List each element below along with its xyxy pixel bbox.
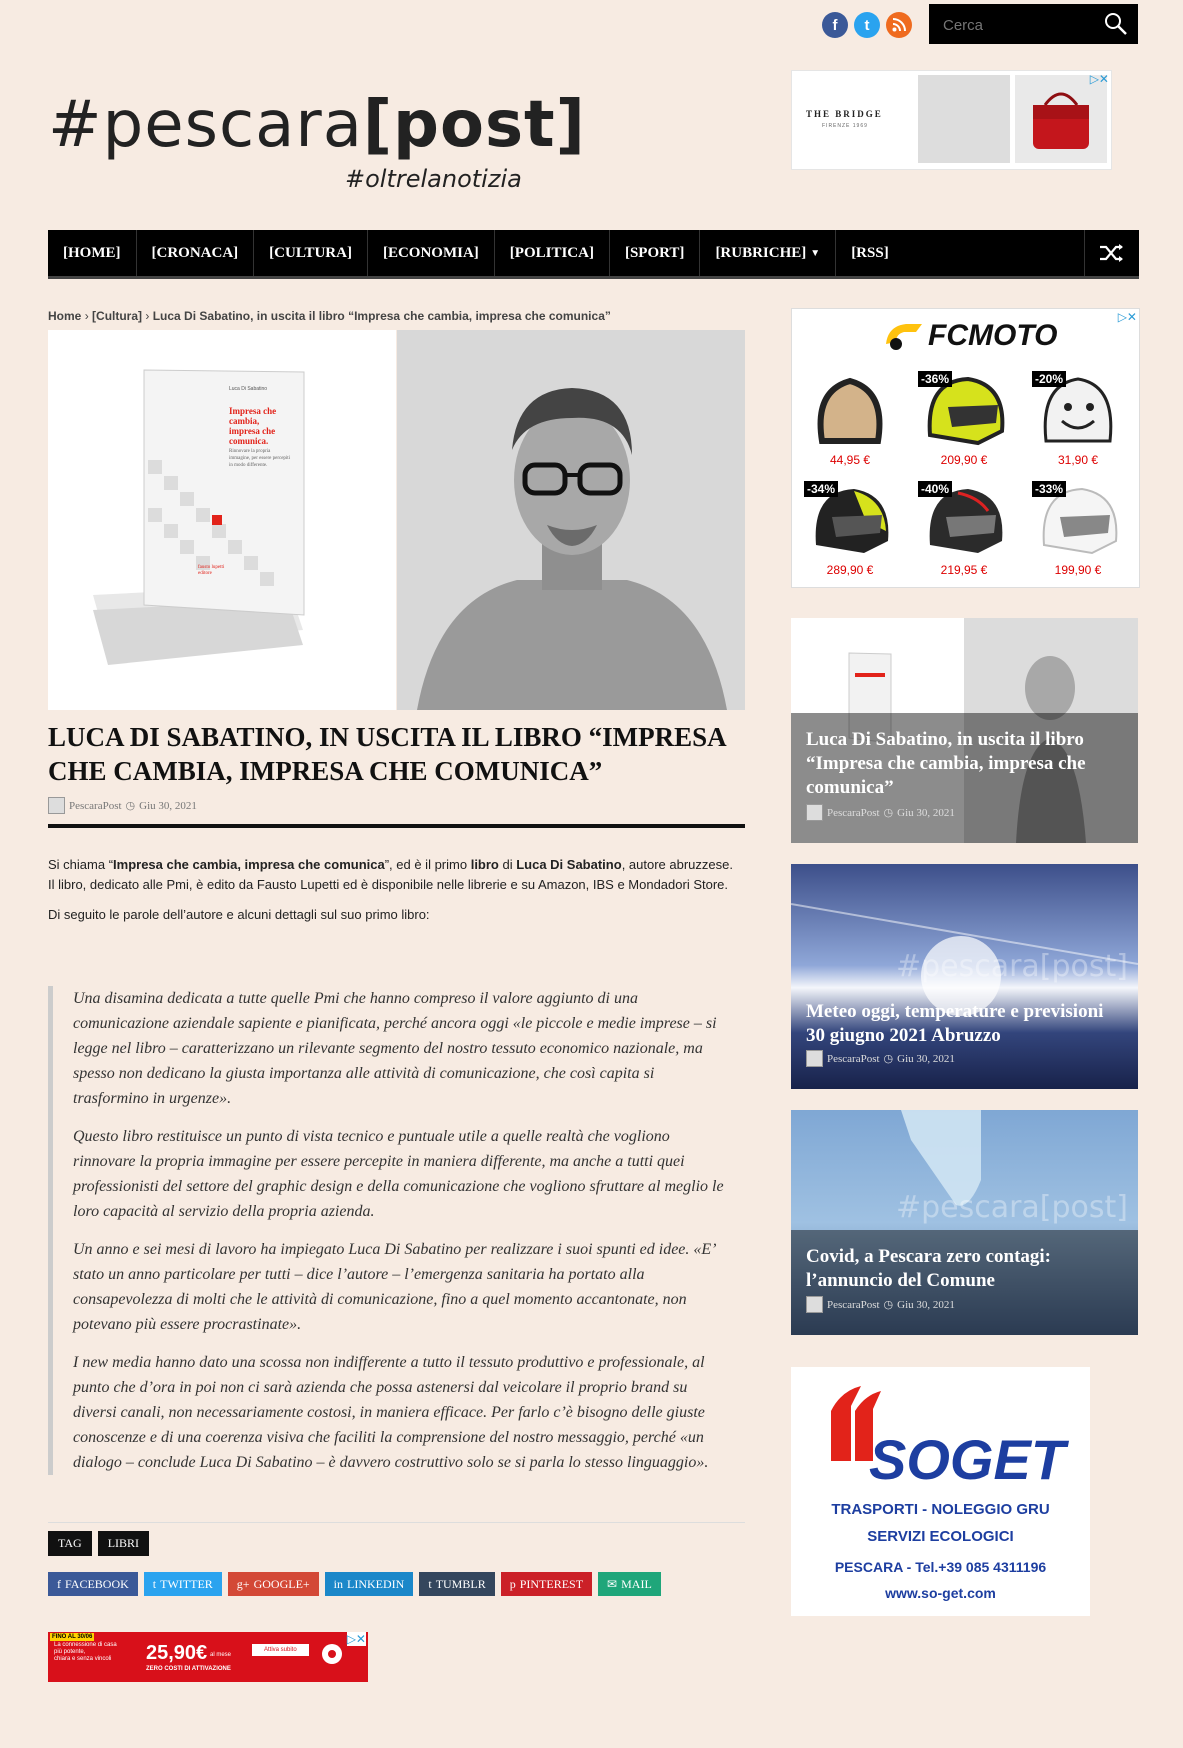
soget-line4: www.so-get.com [885,1585,996,1601]
bottom-ad-banner[interactable] [48,1632,368,1682]
quote-paragraph: Una disamina dedicata a tutte quelle Pmi che hanno compreso il valore aggiunto di una comunicazione aziendale sapiente e pianificata, perché ancora oggi «le piccole e medie imprese – si legge nel libro – caratterizzano un rilevante segmento del nostro tessuto economico nazionale, ma spesso non dedicano la giusta importanza alle attività di comunicazione, che così capita si trasformino in urgenze». [73,990,717,1107]
googleplus-icon: g+ [236,1576,250,1591]
article-body [48,855,738,935]
search-icon[interactable] [1104,12,1128,36]
nav-rss[interactable]: [RSS] [851,244,889,261]
sidebar-post-meta: PescaraPost ◷ Giu 30, 2021 [806,1050,955,1067]
quote-paragraph: I new media hanno dato una scossa non indifferente a tutto il tessuto produttivo e professionale, al punto che d’ora in poi non ci sarà azienda che possa astenersi dal veicolare il proprio brand su diversi canali, non necessariamente costosi, in maniera efficace. Per farlo c’è bisogno delle giuste conoscenze e di una coerenza visiva che faciliti la comprensione del nostro messaggio, perché «un dialogo – conclude Luca Di Sabatino – è davvero costruttivo solo se si parla lo stesso linguaggio». [73,1354,709,1471]
share-googleplus-button[interactable]: g+ GOOGLE+ [228,1572,319,1596]
breadcrumb-separator: › [145,309,150,323]
quote-paragraph: Un anno e sei mesi di lavoro ha impiegato Luca Di Sabatino per realizzare i suoi spunti ed idee. «E’ stato un anno particolare per tutti – dice l’autore – l’emergenza sanitaria ha portato alla consapevolezza di molti che le attività di comunicazione, fino a quel momento accantonate, non potevano più essere procrastinate». [73,1241,715,1333]
book-subtitle: Rinnovare la propria immagine, per essere percepiti in modo differente. [229,449,291,468]
book-title: Impresa che cambia, impresa che comunica. [229,406,277,446]
ad-cta-button[interactable]: Attiva subito [252,1644,309,1656]
ad-price-unit: al mese [210,1652,232,1658]
author-portrait [397,330,745,710]
quote-paragraph: Questo libro restituisce un punto di vista tecnico e puntuale utile a quelle realtà che vogliono rinnovare la propria immagine per essere percepite in maniera differente, ma anche a tutti quei professionisti del settore del graphic design e della comunicazione che vogliono sfruttare al meglio le loro capacità al servizio della propria azienda. [73,1128,724,1220]
book-publisher: fausto lupetti editore [198,565,225,576]
article-author[interactable]: PescaraPost [69,799,122,812]
content-divider [48,1522,745,1523]
article-lead: Di seguito le parole dell’autore e alcuni dettagli sul suo primo libro: [48,907,430,922]
twitter-icon[interactable]: t [854,12,880,38]
product-item[interactable]: 44,95 € [804,371,896,469]
tag-label: TAG [48,1531,92,1556]
sidebar-post-card[interactable] [791,618,1138,843]
ad-brand: THE BRIDGE [806,109,883,119]
article-hero-image [48,330,745,710]
rss-icon[interactable] [886,12,912,38]
breadcrumb-section[interactable]: [Cultura] [92,309,143,323]
twitter-icon: t [152,1576,157,1591]
sidebar-ad-fcmoto[interactable] [791,308,1140,588]
sidebar-post-meta: PescaraPost ◷ Giu 30, 2021 [806,804,955,821]
soget-line2: SERVIZI ECOLOGICI [867,1528,1014,1545]
watermark-logo: #pescara[post] [895,949,1128,984]
nav-sport[interactable]: [SPORT] [610,230,700,276]
nav-politica[interactable]: [POLITICA] [495,230,610,276]
ad-badge: FINO AL 30/06 [52,1634,93,1640]
facebook-icon: f [57,1576,61,1591]
sidebar-ad-soget[interactable] [791,1367,1090,1616]
search-box [929,4,1138,44]
title-divider [48,824,745,828]
vodafone-logo [322,1644,342,1664]
share-linkedin-button[interactable]: in LINKEDIN [325,1572,414,1596]
tumblr-icon: t [428,1576,432,1591]
main-nav [48,230,1139,279]
chevron-down-icon: ▼ [810,247,821,259]
article-intro: Si chiama “Impresa che cambia, impresa che comunica”, ed è il primo libro di Luca Di Sabatino, autore abruzzese. Il libro, dedicato alle Pmi, è edito da Fausto Lupetti ed è disponibile nelle librerie e su Amazon, IBS e Mondadori Store. [48,857,733,892]
ad-brand-sub: FIRENZE 1969 [822,123,868,129]
share-buttons [48,1572,661,1596]
author-avatar [806,1050,823,1067]
article-date: Giu 30, 2021 [139,799,197,812]
ad-choices-icon[interactable]: ▷✕ [1089,72,1109,86]
breadcrumb-current: Luca Di Sabatino, in uscita il libro “Impresa che cambia, impresa che comunica” [152,309,611,323]
article-blockquote [48,986,733,1475]
author-avatar [48,797,65,814]
nav-rubriche[interactable]: [RUBRICHE] ▼ [700,230,836,276]
breadcrumb [48,309,611,323]
breadcrumb-separator: › [84,309,89,323]
mail-icon: ✉ [607,1576,618,1591]
nav-economia[interactable]: [ECONOMIA] [368,230,495,276]
breadcrumb-home[interactable]: Home [48,309,82,323]
ad-choices-icon[interactable]: ▷✕ [346,1632,366,1646]
sidebar-post-title[interactable]: Covid, a Pescara zero contagi: l’annuncio del Comune [806,1246,1052,1291]
nav-cronaca[interactable]: [CRONACA] [137,230,255,276]
product-item[interactable]: -34% 289,90 € [804,481,896,579]
share-pinterest-button[interactable]: p PINTEREST [501,1572,592,1596]
clock-icon: ◷ [883,807,894,819]
product-item[interactable]: -36% 209,90 € [918,371,1010,469]
site-logo[interactable]: #pescara[post] [48,88,586,162]
clock-icon: ◷ [883,1299,894,1311]
product-item[interactable]: -20% 31,90 € [1032,371,1124,469]
clock-icon: ◷ [883,1053,894,1065]
book-photo [48,330,396,710]
nav-cultura[interactable]: [CULTURA] [254,230,368,276]
tag-libri[interactable]: LIBRI [98,1531,149,1556]
sidebar-post-meta: PescaraPost ◷ Giu 30, 2021 [806,1296,955,1313]
sidebar-post-title[interactable]: Luca Di Sabatino, in uscita il libro “Impresa che cambia, impresa che comunica” [806,729,1086,798]
share-mail-button[interactable]: ✉ MAIL [598,1572,661,1596]
soget-line3: PESCARA - Tel.+39 085 4311196 [834,1559,1047,1575]
facebook-icon[interactable]: f [822,12,848,38]
product-item[interactable]: -33% 199,90 € [1032,481,1124,579]
sidebar-post-card[interactable] [791,1110,1138,1335]
product-grid [804,371,1124,579]
soget-logo: SOGET [869,1428,1066,1491]
social-links [822,12,912,38]
search-input[interactable] [941,12,1095,38]
article-meta [48,797,197,814]
fcmoto-logo: FCMOTO [882,319,1057,353]
sidebar-post-card[interactable] [791,864,1138,1089]
ad-text: La connessione di casa più potente, chiara e senza vincoli [54,1642,117,1662]
tag-list [48,1531,149,1556]
ad-choices-icon[interactable]: ▷✕ [1117,310,1137,324]
article-title: LUCA DI SABATINO, IN USCITA IL LIBRO “IMPRESA CHE CAMBIA, IMPRESA CHE COMUNICA” [48,722,726,786]
site-tagline: #oltrelanotizia [345,165,522,193]
share-twitter-button[interactable]: t TWITTER [144,1572,222,1596]
top-ad-banner[interactable] [791,70,1112,170]
ad-sub: ZERO COSTI DI ATTIVAZIONE [146,1666,231,1672]
ad-image-placeholder [918,75,1010,163]
ad-price: 25,90€ [146,1642,208,1664]
soget-line1: TRASPORTI - NOLEGGIO GRU [831,1501,1050,1518]
ad-bag-image [1015,75,1107,163]
watermark-logo: #pescara[post] [895,1190,1128,1225]
share-tumblr-button[interactable]: t TUMBLR [419,1572,494,1596]
author-avatar [806,804,823,821]
pinterest-icon: p [509,1576,516,1591]
author-avatar [806,1296,823,1313]
product-item[interactable]: -40% 219,95 € [918,481,1010,579]
nav-home[interactable]: [HOME] [48,230,137,276]
linkedin-icon: in [333,1576,344,1591]
sidebar-post-title[interactable]: Meteo oggi, temperature e previsioni 30 giugno 2021 Abruzzo [806,1001,1104,1046]
book-author: Luca Di Sabatino [229,386,268,392]
shuffle-icon[interactable] [1084,230,1139,276]
clock-icon: ◷ [125,800,136,812]
share-facebook-button[interactable]: f FACEBOOK [48,1572,138,1596]
